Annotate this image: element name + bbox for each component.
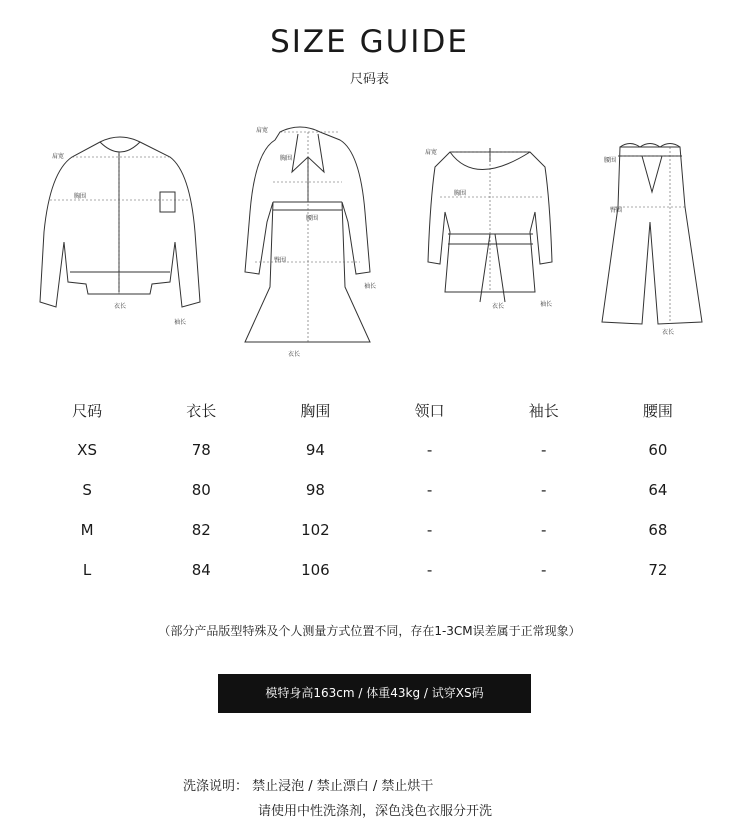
- table-cell: -: [426, 441, 433, 459]
- col-header: 腰围: [642, 401, 673, 420]
- table-cell: 106: [301, 561, 330, 579]
- size-table: [30, 390, 715, 590]
- washing-instructions-detail: 请使用中性洗涤剂，深色浅色衣服分开洗: [258, 804, 493, 819]
- table-cell: 84: [191, 561, 211, 579]
- table-cell: -: [426, 521, 433, 539]
- pants-label-hip: 臀围: [610, 207, 623, 214]
- col-header: 衣长: [186, 401, 217, 420]
- table-cell: 80: [191, 481, 211, 499]
- col-header: 袖长: [528, 401, 559, 420]
- table-cell: -: [540, 441, 547, 459]
- table-cell: 72: [648, 561, 668, 579]
- table-row: [30, 510, 715, 550]
- table-row: [30, 550, 715, 590]
- table-cell: -: [426, 481, 433, 499]
- blouse-label-shoulder: 肩宽: [425, 149, 438, 156]
- table-cell: -: [540, 521, 547, 539]
- blouse-label-length: 衣长: [492, 303, 505, 310]
- col-header: 领口: [414, 401, 445, 420]
- jacket-illustration: [40, 137, 200, 307]
- table-cell: 68: [648, 521, 668, 539]
- measurement-note: （部分产品版型特殊及个人测量方式位置不同，存在1-3CM误差属于正常现象）: [158, 624, 581, 638]
- table-row: [30, 430, 715, 470]
- page-title: SIZE GUIDE: [270, 24, 469, 60]
- table-header-row: [30, 390, 715, 430]
- table-cell: XS: [77, 441, 97, 459]
- table-cell: 102: [301, 521, 330, 539]
- jacket-label-shoulder: 肩宽: [52, 153, 65, 160]
- dress-illustration: [245, 127, 370, 342]
- col-header: 尺码: [72, 401, 103, 420]
- model-info-banner: 模特身高163cm / 体重43kg / 试穿XS码: [218, 674, 531, 713]
- jacket-label-sleeve: 袖长: [174, 319, 187, 326]
- dress-label-chest: 胸围: [280, 155, 293, 162]
- pants-illustration: [602, 144, 702, 325]
- garment-illustrations: [30, 112, 720, 362]
- table-cell: S: [82, 481, 92, 499]
- jacket-label-length: 衣长: [114, 303, 127, 310]
- dress-label-hip: 臀围: [274, 257, 287, 264]
- table-cell: 98: [305, 481, 325, 499]
- blouse-label-sleeve: 袖长: [540, 301, 553, 308]
- dress-label-sleeve: 袖长: [364, 283, 377, 290]
- dress-label-length: 衣长: [288, 351, 301, 358]
- table-cell: -: [426, 561, 433, 579]
- jacket-label-chest: 胸围: [74, 193, 87, 200]
- table-row: [30, 470, 715, 510]
- washing-instructions: 洗涤说明： 禁止浸泡 / 禁止漂白 / 禁止烘干: [183, 779, 434, 794]
- table-cell: -: [540, 561, 547, 579]
- dress-label-waist: 腰围: [306, 215, 319, 222]
- table-cell: M: [80, 521, 94, 539]
- pants-label-length: 衣长: [662, 329, 675, 336]
- page-subtitle: 尺码表: [349, 72, 389, 87]
- table-cell: 94: [305, 441, 325, 459]
- table-cell: 82: [191, 521, 211, 539]
- blouse-label-chest: 胸围: [454, 190, 467, 197]
- table-cell: 78: [191, 441, 211, 459]
- table-cell: -: [540, 481, 547, 499]
- table-cell: 64: [648, 481, 668, 499]
- dress-label-shoulder: 肩宽: [256, 127, 269, 134]
- table-cell: L: [82, 561, 92, 579]
- col-header: 胸围: [300, 401, 331, 420]
- table-cell: 60: [648, 441, 668, 459]
- pants-label-waist: 腰围: [604, 157, 617, 164]
